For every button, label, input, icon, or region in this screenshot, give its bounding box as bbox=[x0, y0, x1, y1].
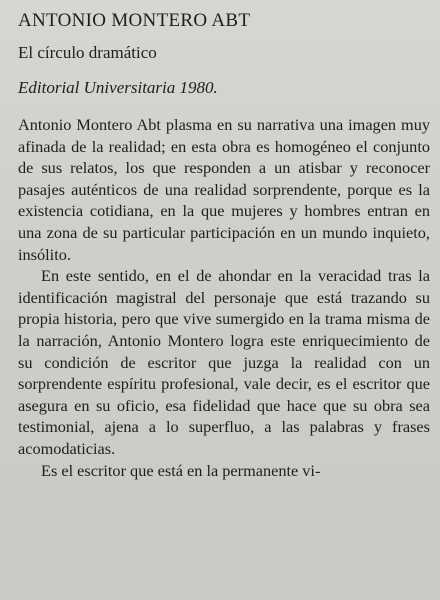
book-title: El círculo dramático bbox=[18, 43, 157, 62]
paragraph-1: Antonio Montero Abt plasma en su narrativa una imagen muy afinada de la realidad; en esta obra es homogéneo el conjunto de sus relatos, los que responden a un atisbar y reconocer pasajes auténticos de una realidad sorprendente, porque es la existencia cotidiana, en la que mujeres y hombres entran en una zona de su particular participación en un mundo inquieto, insólito. bbox=[18, 115, 430, 264]
paragraph-2: En este sentido, en el de ahondar en la veracidad tras la identificación magistral del personaje que está trazando su propia historia, pero que vive sumergido en la trama misma de la narración, Antonio Montero logra este enriquecimiento de su condición de escritor que juzga la realidad con un sorprendente espíritu profesional, vale decir, es el escritor que asegura en su oficio, esa fidelidad que hace que su obra sea testimonial, ajena a lo superfluo, a las palabras y frases acomodaticias. bbox=[18, 266, 430, 458]
publisher-line: Editorial Universitaria 1980. bbox=[18, 78, 218, 97]
author-heading: ANTONIO MONTERO ABT bbox=[18, 10, 251, 31]
review-body bbox=[18, 114, 430, 481]
paragraph-3: Es el escritor que está en la permanente vi- bbox=[41, 460, 321, 480]
